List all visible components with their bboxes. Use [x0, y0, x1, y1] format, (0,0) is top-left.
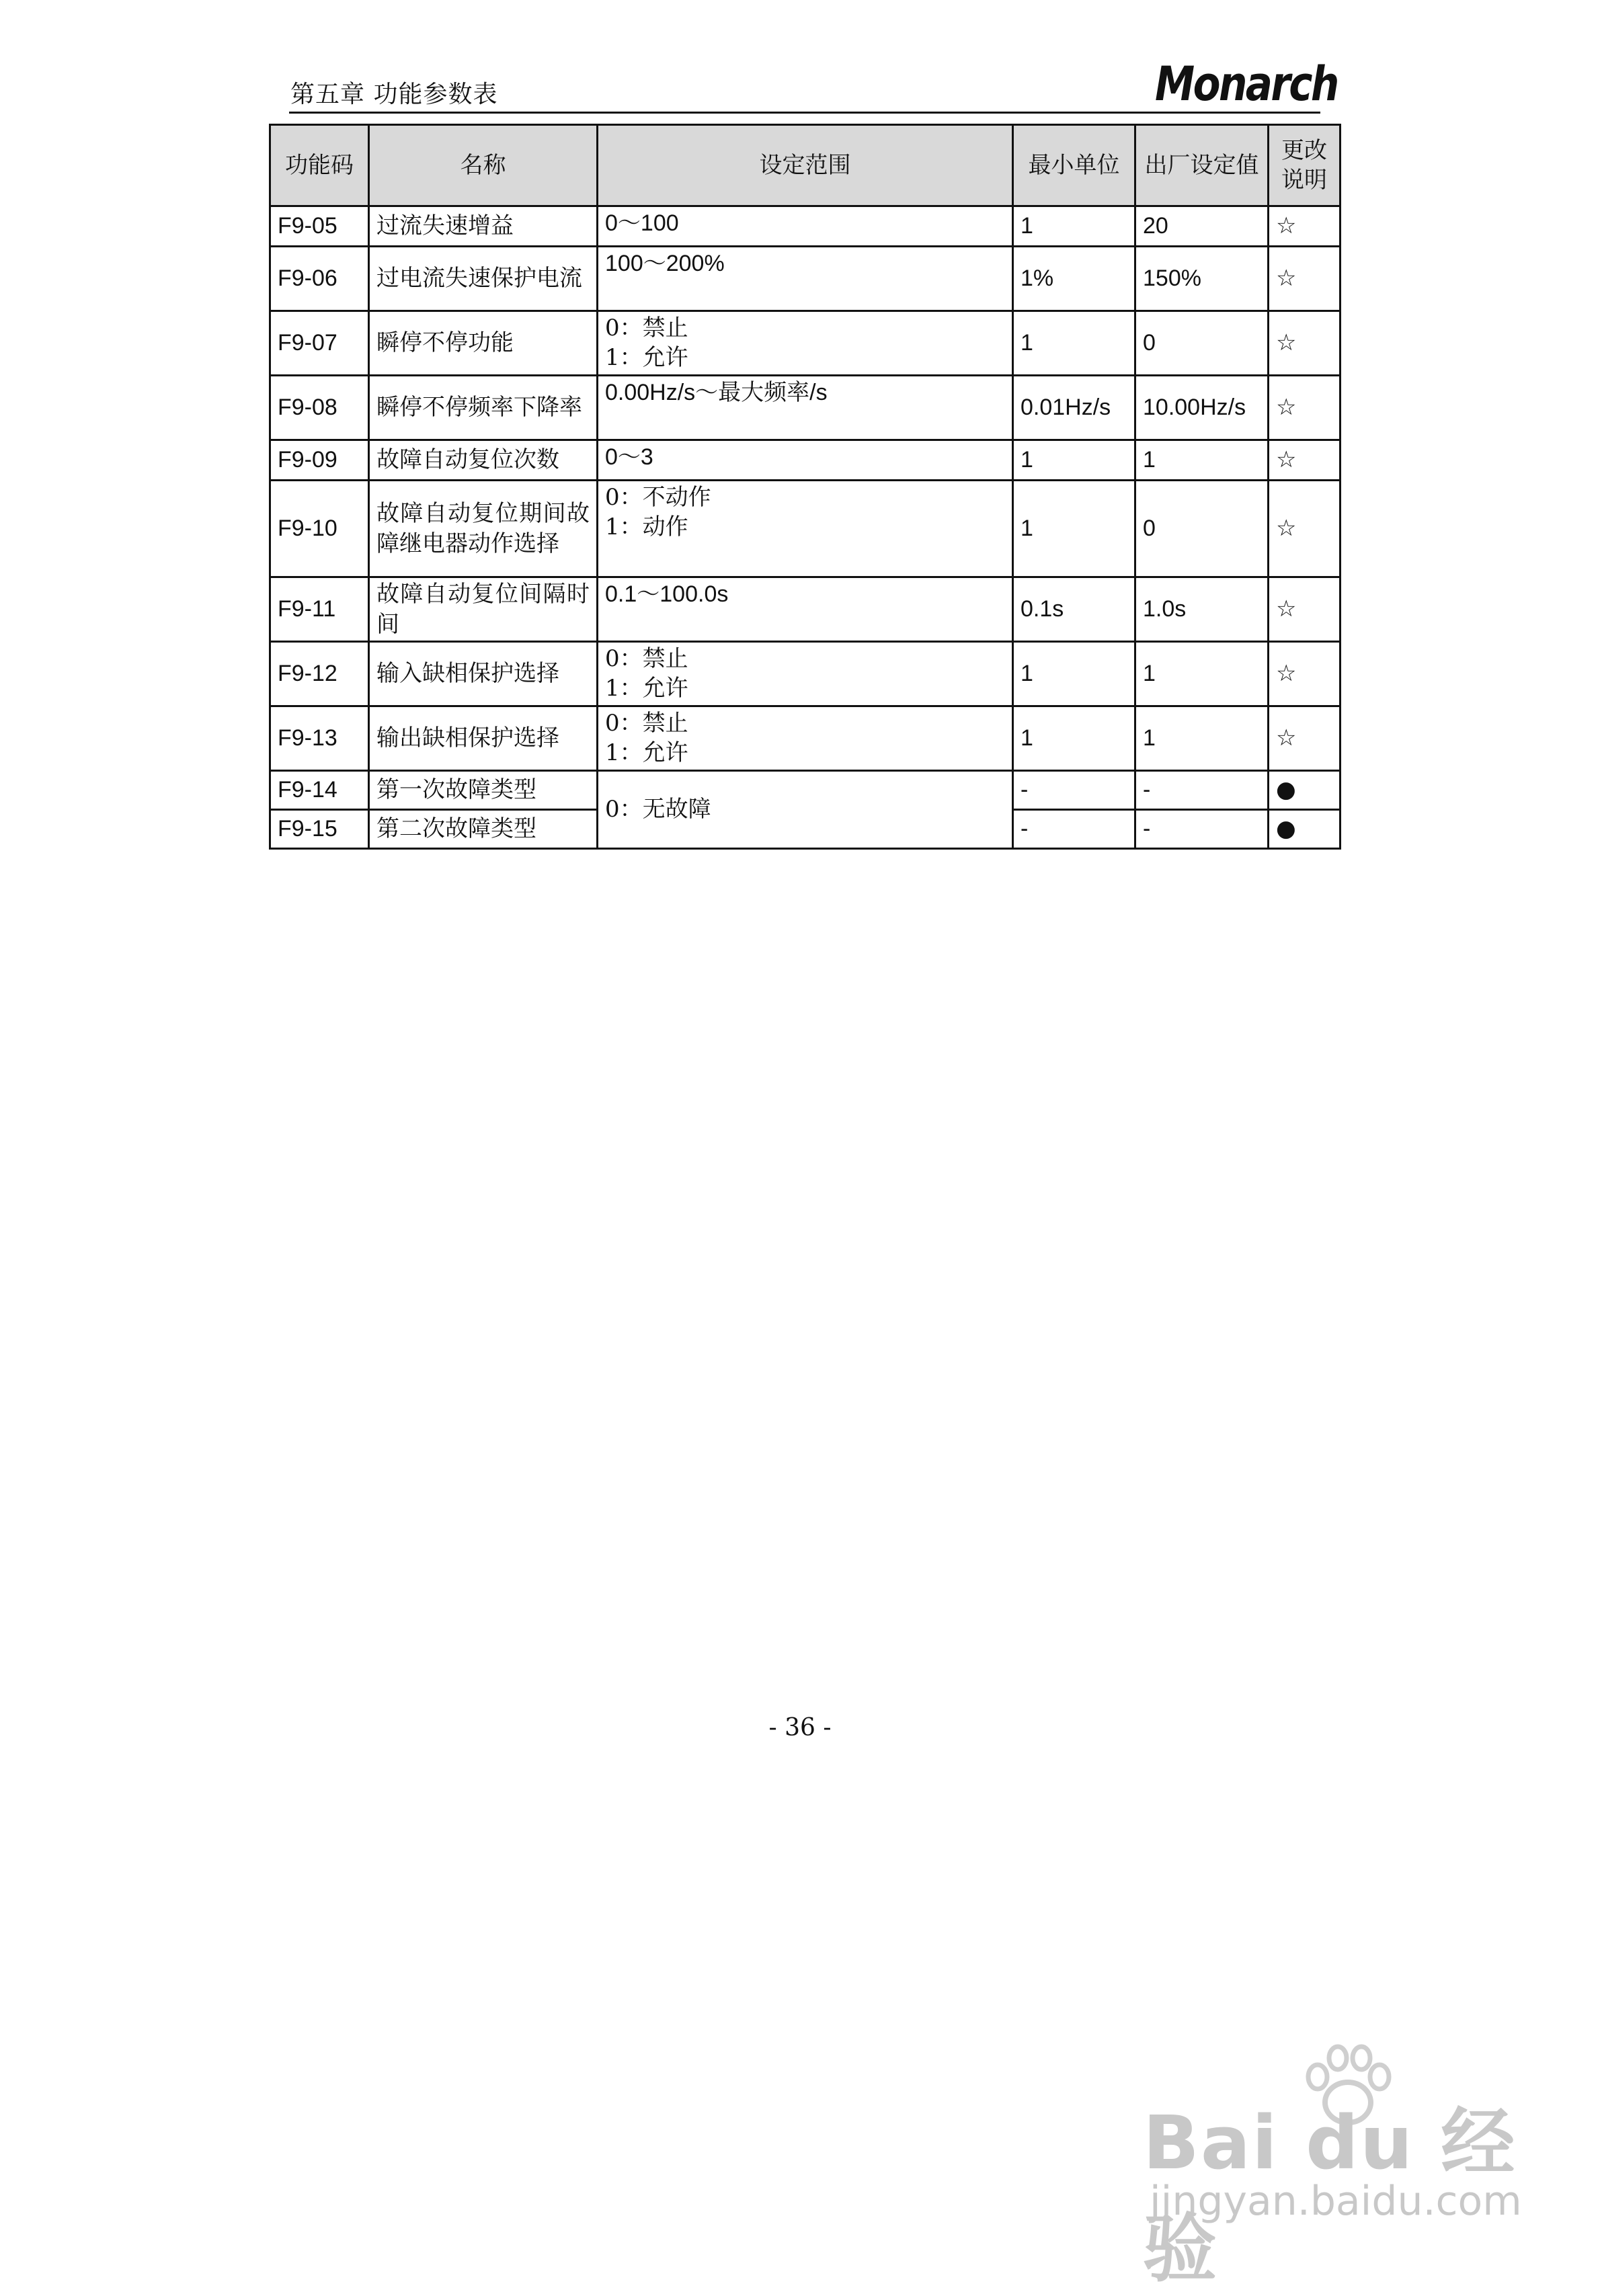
table-row: [270, 642, 1341, 706]
cell-name: 故障自动复位次数: [369, 440, 598, 481]
table-row: [270, 481, 1341, 577]
col-header-min-unit: 最小单位: [1013, 125, 1135, 206]
cell-min-unit: 0.01Hz/s: [1013, 376, 1135, 440]
chapter-title: 第五章 功能参数表: [290, 81, 498, 108]
cell-range: [598, 206, 1013, 247]
cell-min-unit: 1: [1013, 311, 1135, 376]
cell-code: F9-09: [270, 440, 369, 481]
cell-default: 1: [1135, 642, 1269, 706]
watermark-brand: Bai du 经验: [1143, 2100, 1517, 2292]
range-line: 1：允许: [605, 739, 688, 767]
cell-code: F9-07: [270, 311, 369, 376]
col-header-change: 更改说明: [1269, 125, 1341, 206]
cell-code: F9-15: [270, 810, 369, 849]
range-line: 0～100: [605, 210, 679, 236]
cell-name: 输入缺相保护选择: [369, 642, 598, 706]
range-line: 0～3: [605, 444, 653, 470]
watermark-url: jingyan.baidu.com: [1150, 2178, 1522, 2225]
cell-name: 第一次故障类型: [369, 771, 598, 810]
cell-min-unit: 0.1s: [1013, 577, 1135, 642]
table-row: [270, 247, 1341, 311]
monarch-logo: Monarch: [1155, 56, 1338, 112]
table-row: [270, 206, 1341, 247]
cell-name: 第二次故障类型: [369, 810, 598, 849]
cell-change-mark: ☆: [1269, 577, 1341, 642]
cell-code: F9-11: [270, 577, 369, 642]
cell-min-unit: 1: [1013, 706, 1135, 771]
cell-range: [598, 247, 1013, 311]
col-header-code: 功能码: [270, 125, 369, 206]
cell-min-unit: -: [1013, 810, 1135, 849]
cell-change-mark: ●: [1269, 771, 1341, 810]
table-row: [270, 440, 1341, 481]
col-header-default: 出厂设定值: [1135, 125, 1269, 206]
cell-default: 1: [1135, 440, 1269, 481]
header-rule: [289, 112, 1320, 114]
table-row: [270, 311, 1341, 376]
cell-default: 150%: [1135, 247, 1269, 311]
cell-name: 输出缺相保护选择: [369, 706, 598, 771]
cell-name: 瞬停不停频率下降率: [369, 376, 598, 440]
range-line: 100～200%: [605, 251, 725, 276]
table-row: [270, 577, 1341, 642]
cell-min-unit: 1: [1013, 440, 1135, 481]
cell-name: 过电流失速保护电流: [369, 247, 598, 311]
cell-min-unit: 1%: [1013, 247, 1135, 311]
cell-min-unit: -: [1013, 771, 1135, 810]
baidu-watermark: [1143, 2043, 1546, 2292]
cell-default: -: [1135, 771, 1269, 810]
table-header-row: [270, 125, 1341, 206]
cell-default: -: [1135, 810, 1269, 849]
range-line: 0：不动作: [605, 484, 711, 511]
cell-change-mark: ☆: [1269, 440, 1341, 481]
cell-default: 10.00Hz/s: [1135, 376, 1269, 440]
cell-change-mark: ☆: [1269, 376, 1341, 440]
cell-change-mark: ☆: [1269, 642, 1341, 706]
cell-default: 0: [1135, 311, 1269, 376]
cell-code: F9-12: [270, 642, 369, 706]
cell-range: [598, 642, 1013, 706]
cell-code: F9-13: [270, 706, 369, 771]
range-line: 0：无故障: [605, 796, 711, 823]
range-line: 1：动作: [605, 514, 688, 541]
cell-range: [598, 311, 1013, 376]
range-line: 1：允许: [605, 344, 688, 372]
cell-range: [598, 376, 1013, 440]
cell-change-mark: ☆: [1269, 706, 1341, 771]
range-line: 0：禁止: [605, 645, 688, 672]
cell-name: 故障自动复位期间故障继电器动作选择: [369, 481, 598, 577]
range-line: 0：禁止: [605, 710, 688, 737]
range-line: 0：禁止: [605, 315, 688, 341]
cell-min-unit: 1: [1013, 206, 1135, 247]
cell-default: 0: [1135, 481, 1269, 577]
cell-range: [598, 706, 1013, 771]
cell-code: F9-10: [270, 481, 369, 577]
cell-range-merged: [598, 771, 1013, 849]
cell-name: 故障自动复位间隔时间: [369, 577, 598, 642]
cell-change-mark: ☆: [1269, 247, 1341, 311]
cell-default: 1: [1135, 706, 1269, 771]
table-row: [270, 706, 1341, 771]
cell-code: F9-06: [270, 247, 369, 311]
cell-default: 20: [1135, 206, 1269, 247]
table-row: [270, 771, 1341, 810]
cell-change-mark: ☆: [1269, 481, 1341, 577]
cell-min-unit: 1: [1013, 481, 1135, 577]
cell-code: F9-05: [270, 206, 369, 247]
col-header-name: 名称: [369, 125, 598, 206]
cell-code: F9-14: [270, 771, 369, 810]
cell-range: [598, 440, 1013, 481]
cell-code: F9-08: [270, 376, 369, 440]
range-line: 0.00Hz/s～最大频率/s: [605, 380, 828, 405]
parameter-table: [269, 124, 1341, 850]
cell-change-mark: ☆: [1269, 206, 1341, 247]
cell-range: [598, 577, 1013, 642]
cell-name: 瞬停不停功能: [369, 311, 598, 376]
col-header-range: 设定范围: [598, 125, 1013, 206]
cell-range: [598, 481, 1013, 577]
range-line: 1：允许: [605, 675, 688, 702]
cell-default: 1.0s: [1135, 577, 1269, 642]
page-number: - 36 -: [768, 1714, 832, 1741]
cell-change-mark: ☆: [1269, 311, 1341, 376]
cell-name: 过流失速增益: [369, 206, 598, 247]
cell-change-mark: ●: [1269, 810, 1341, 849]
cell-min-unit: 1: [1013, 642, 1135, 706]
table-row: [270, 376, 1341, 440]
range-line: 0.1～100.0s: [605, 581, 729, 607]
